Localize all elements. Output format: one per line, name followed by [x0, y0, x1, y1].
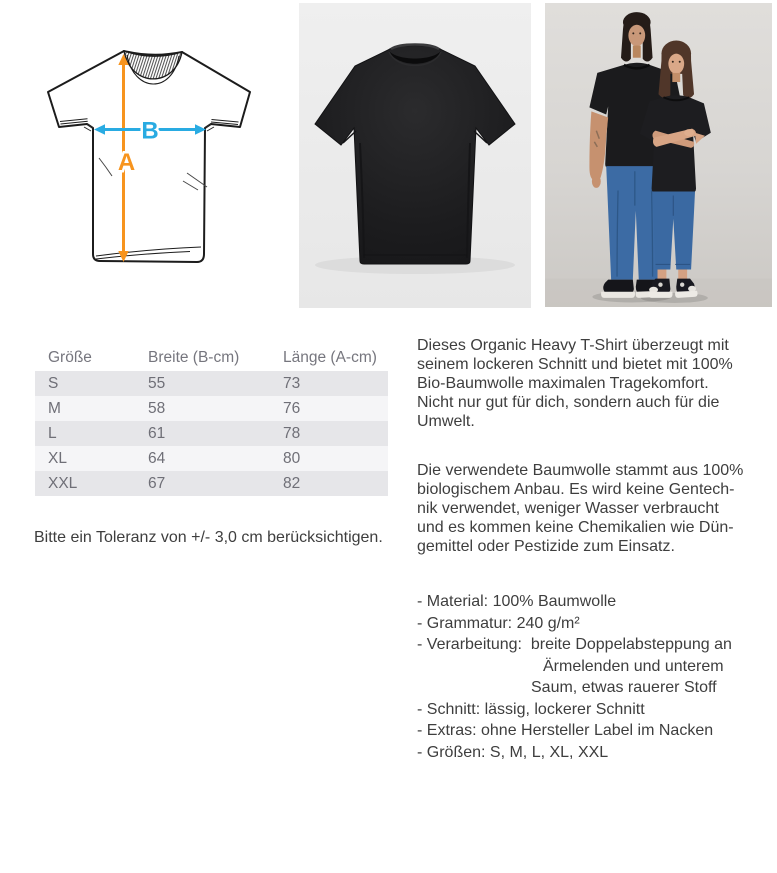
length-cell: 76 [283, 400, 301, 417]
description-line: Nicht nur gut für dich, sondern auch für die [417, 394, 720, 411]
bullet-line: - Schnitt: lässig, lockerer Schnitt [417, 700, 645, 718]
measurement-label-b: B [141, 117, 159, 145]
table-row-xl [35, 446, 388, 471]
bullet-line: - Material: 100% Baumwolle [417, 593, 617, 610]
description-line: gemittel oder Pestizide zum Einsatz. [417, 538, 675, 555]
length-cell: 78 [283, 425, 301, 442]
bullet-line: - Extras: ohne Hersteller Label im Nacken [417, 722, 714, 739]
tolerance-note: Bitte ein Toleranz von +/- 3,0 cm berücksichtigen. [34, 529, 383, 546]
size-cell: XXL [48, 475, 78, 492]
description-line: Bio-Baumwolle maximalen Tragekomfort. [417, 375, 709, 392]
description-bullets [417, 591, 773, 763]
bullet-line: Saum, etwas rauerer Stoff [531, 679, 717, 696]
description-line: und es kommen keine Chemikalien wie Dün- [417, 519, 734, 536]
tshirt-outline [48, 51, 250, 262]
length-cell: 80 [283, 450, 301, 467]
size-table [35, 345, 388, 496]
size-cell: L [48, 425, 57, 442]
measurement-label-a: A [117, 149, 136, 176]
description-line: biologischem Anbau. Es wird keine Gentech- [417, 481, 735, 498]
size-cell: M [48, 400, 61, 417]
description-line: Umwelt. [417, 413, 475, 430]
size-cell: S [48, 375, 59, 392]
column-header-size: Größe [48, 349, 92, 366]
size-diagram [40, 45, 260, 271]
table-row-s [35, 371, 388, 396]
size-cell: XL [48, 450, 67, 467]
product-description [417, 336, 773, 763]
bullet-line: - Grammatur: 240 g/m² [417, 614, 580, 632]
column-header-width: Breite (B-cm) [148, 349, 240, 366]
width-cell: 61 [148, 425, 166, 442]
models-photo [545, 3, 772, 307]
size-table-header [35, 345, 388, 371]
bullet-line: - Größen: S, M, L, XL, XXL [417, 743, 609, 761]
width-cell: 64 [148, 450, 166, 467]
table-row-l [35, 421, 388, 446]
bullet-line: - Verarbeitung: breite Doppelabsteppung an [417, 636, 732, 653]
width-cell: 67 [148, 475, 166, 492]
length-cell: 73 [283, 375, 301, 392]
length-cell: 82 [283, 475, 301, 492]
description-paragraph-1 [417, 336, 773, 431]
description-line: Dieses Organic Heavy T-Shirt überzeugt mit [417, 337, 729, 354]
bullet-line: Ärmelenden und unterem [543, 657, 724, 675]
table-row-xxl [35, 471, 388, 496]
table-row-m [35, 396, 388, 421]
width-cell: 55 [148, 375, 166, 392]
column-header-length: Länge (A-cm) [283, 349, 377, 366]
description-paragraph-2 [417, 461, 773, 556]
description-line: seinem lockeren Schnitt und bietet mit 100% [417, 356, 733, 373]
width-cell: 58 [148, 400, 166, 417]
description-line: nik verwendet, weniger Wasser verbraucht [417, 500, 719, 517]
product-photo [299, 3, 531, 308]
description-line: Die verwendete Baumwolle stammt aus 100% [417, 462, 744, 479]
